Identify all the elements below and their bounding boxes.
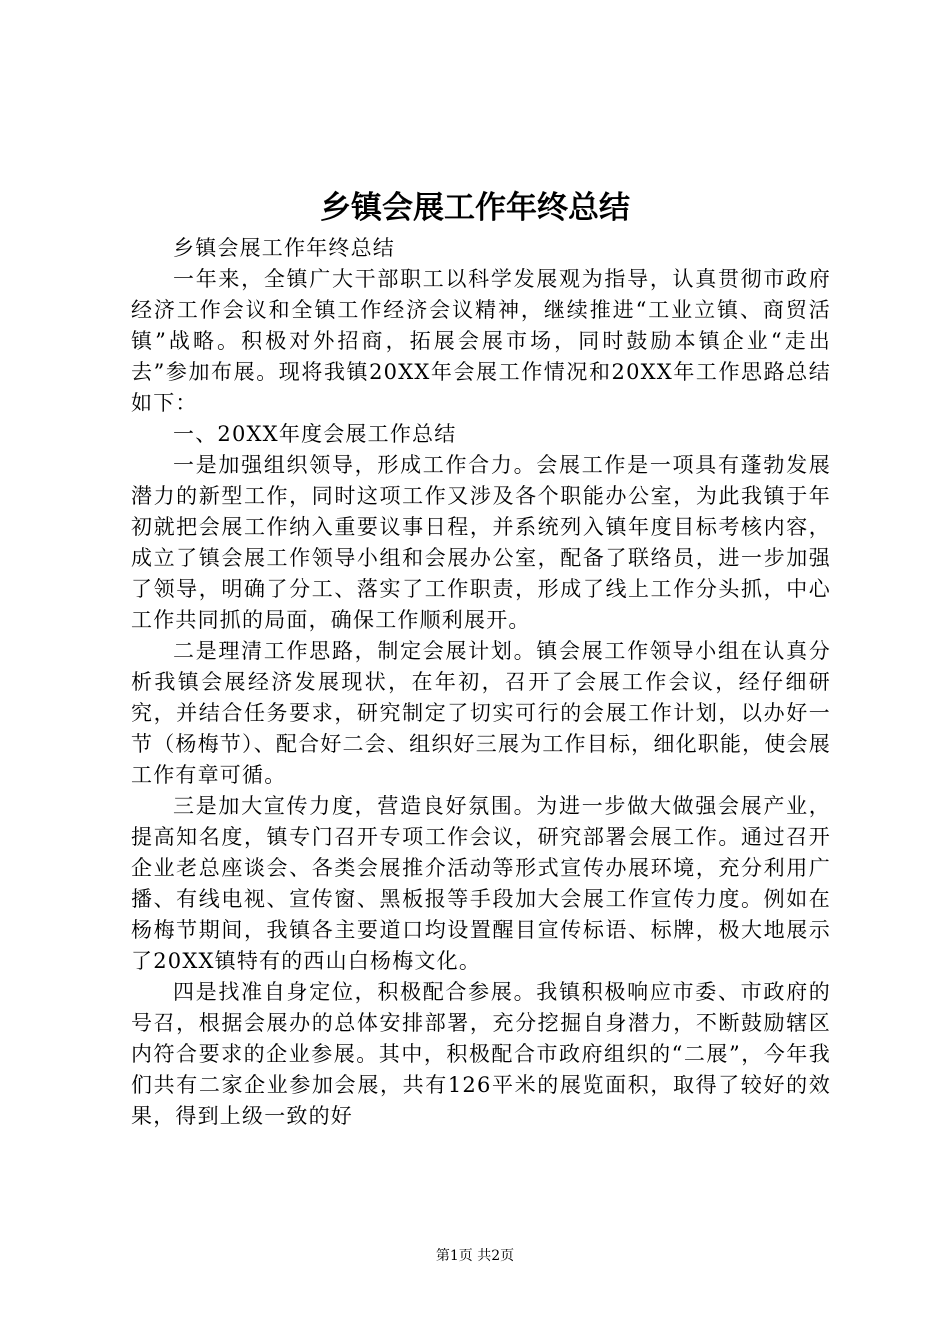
paragraph-point-3: 三是加大宣传力度，营造良好氛围。为进一步做大做强会展产业，提高知名度，镇专门召开专项工作会议，研究部署会展工作。通过召开企业老总座谈会、各类会展推介活动等形式宣传办展环境，充分利用广播、有线电视、宣传窗、黑板报等手段加大会展工作宣传力度。例如在杨梅节期间，我镇各主要道口均设置醒目宣传标语、标牌，极大地展示了20XX镇特有的西山白杨梅文化。 xyxy=(131,794,831,973)
document-body xyxy=(131,233,831,1132)
paragraph-intro: 一年来，全镇广大干部职工以科学发展观为指导，认真贯彻市政府经济工作会议和全镇工作经济会议精神，继续推进“工业立镇、商贸活镇”战略。积极对外招商，拓展会展市场，同时鼓励本镇企业“走出去”参加布展。现将我镇20XX年会展工作情况和20XX年工作思路总结如下： xyxy=(131,267,831,415)
paragraph-point-2: 二是理清工作思路，制定会展计划。镇会展工作领导小组在认真分析我镇会展经济发展现状，在年初，召开了会展工作会议，经仔细研究，并结合任务要求，研究制定了切实可行的会展工作计划，以办好一节（杨梅节）、配合好二会、组织好三展为工作目标，细化职能，使会展工作有章可循。 xyxy=(131,639,831,787)
section-heading: 一、20XX年度会展工作总结 xyxy=(173,422,457,446)
paragraph-subtitle: 乡镇会展工作年终总结 xyxy=(173,236,395,260)
page-number-footer: 第1页 共2页 xyxy=(435,1248,515,1264)
document-title: 乡镇会展工作年终总结 xyxy=(320,190,630,226)
paragraph-point-1: 一是加强组织领导，形成工作合力。会展工作是一项具有蓬勃发展潜力的新型工作，同时这项工作又涉及各个职能办公室，为此我镇于年初就把会展工作纳入重要议事日程，并系统列入镇年度目标考核内容，成立了镇会展工作领导小组和会展办公室，配备了联络员，进一步加强了领导，明确了分工、落实了工作职责，形成了线上工作分头抓，中心工作共同抓的局面，确保工作顺利展开。 xyxy=(131,453,831,632)
paragraph-point-4: 四是找准自身定位，积极配合参展。我镇积极响应市委、市政府的号召，根据会展办的总体安排部署，充分挖掘自身潜力，不断鼓励辖区内符合要求的企业参展。其中，积极配合市政府组织的“二展”，今年我们共有二家企业参加会展，共有126平米的展览面积，取得了较好的效果，得到上级一致的好 xyxy=(131,980,831,1128)
